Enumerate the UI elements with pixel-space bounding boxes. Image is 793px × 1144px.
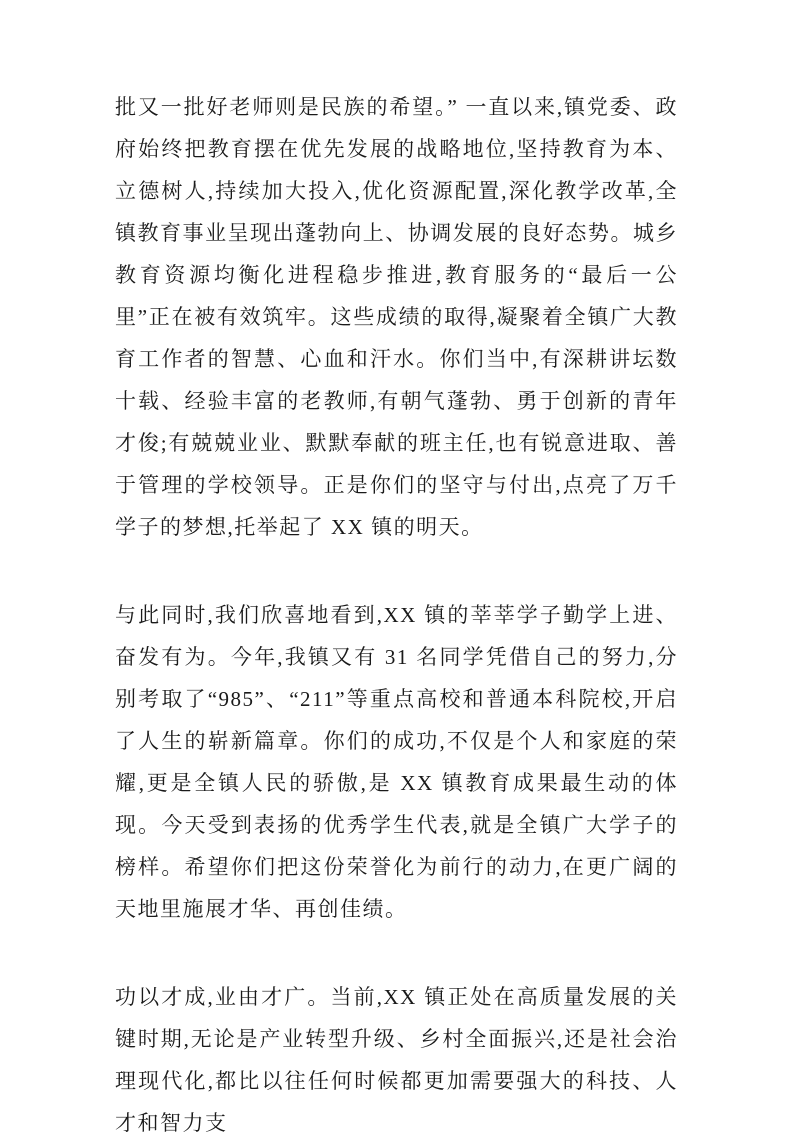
paragraph-1: 批又一批好老师则是民族的希望。” 一直以来,镇党委、政府始终把教育摆在优先发展的战略地位,坚持教育为本、立德树人,持续加大投入,优化资源配置,深化教学改革,全镇教育事业呈现出蓬勃向上、协调发展的良好态势。城乡教育资源均衡化进程稳步推进,教育服务的“最后一公里”正在被有效筑牢。这些成绩的取得,凝聚着全镇广大教育工作者的智慧、心血和汗水。你们当中,有深耕讲坛数十载、经验丰富的老教师,有朝气蓬勃、勇于创新的青年才俊;有兢兢业业、默默奉献的班主任,也有锐意进取、善于管理的学校领导。正是你们的坚守与付出,点亮了万千学子的梦想,托举起了 XX 镇的明天。 (115, 95, 678, 539)
paragraph-3: 功以才成,业由才广。当前,XX 镇正处在高质量发展的关键时期,无论是产业转型升级、乡村全面振兴,还是社会治理现代化,都比以往任何时候都更加需要强大的科技、人才和智力支 (115, 985, 678, 1135)
document-body-text (115, 86, 678, 1144)
paragraph-2: 与此同时,我们欣喜地看到,XX 镇的莘莘学子勤学上进、奋发有为。今年,我镇又有 31 名同学凭借自己的努力,分别考取了“985”、“211”等重点高校和普通本科院校,开启了人生的崭新篇章。你们的成功,不仅是个人和家庭的荣耀,更是全镇人民的骄傲,是 XX 镇教育成果最生动的体现。今天受到表扬的优秀学生代表,就是全镇广大学子的榜样。希望你们把这份荣誉化为前行的动力,在更广阔的天地里施展才华、再创佳绩。 (115, 603, 678, 921)
